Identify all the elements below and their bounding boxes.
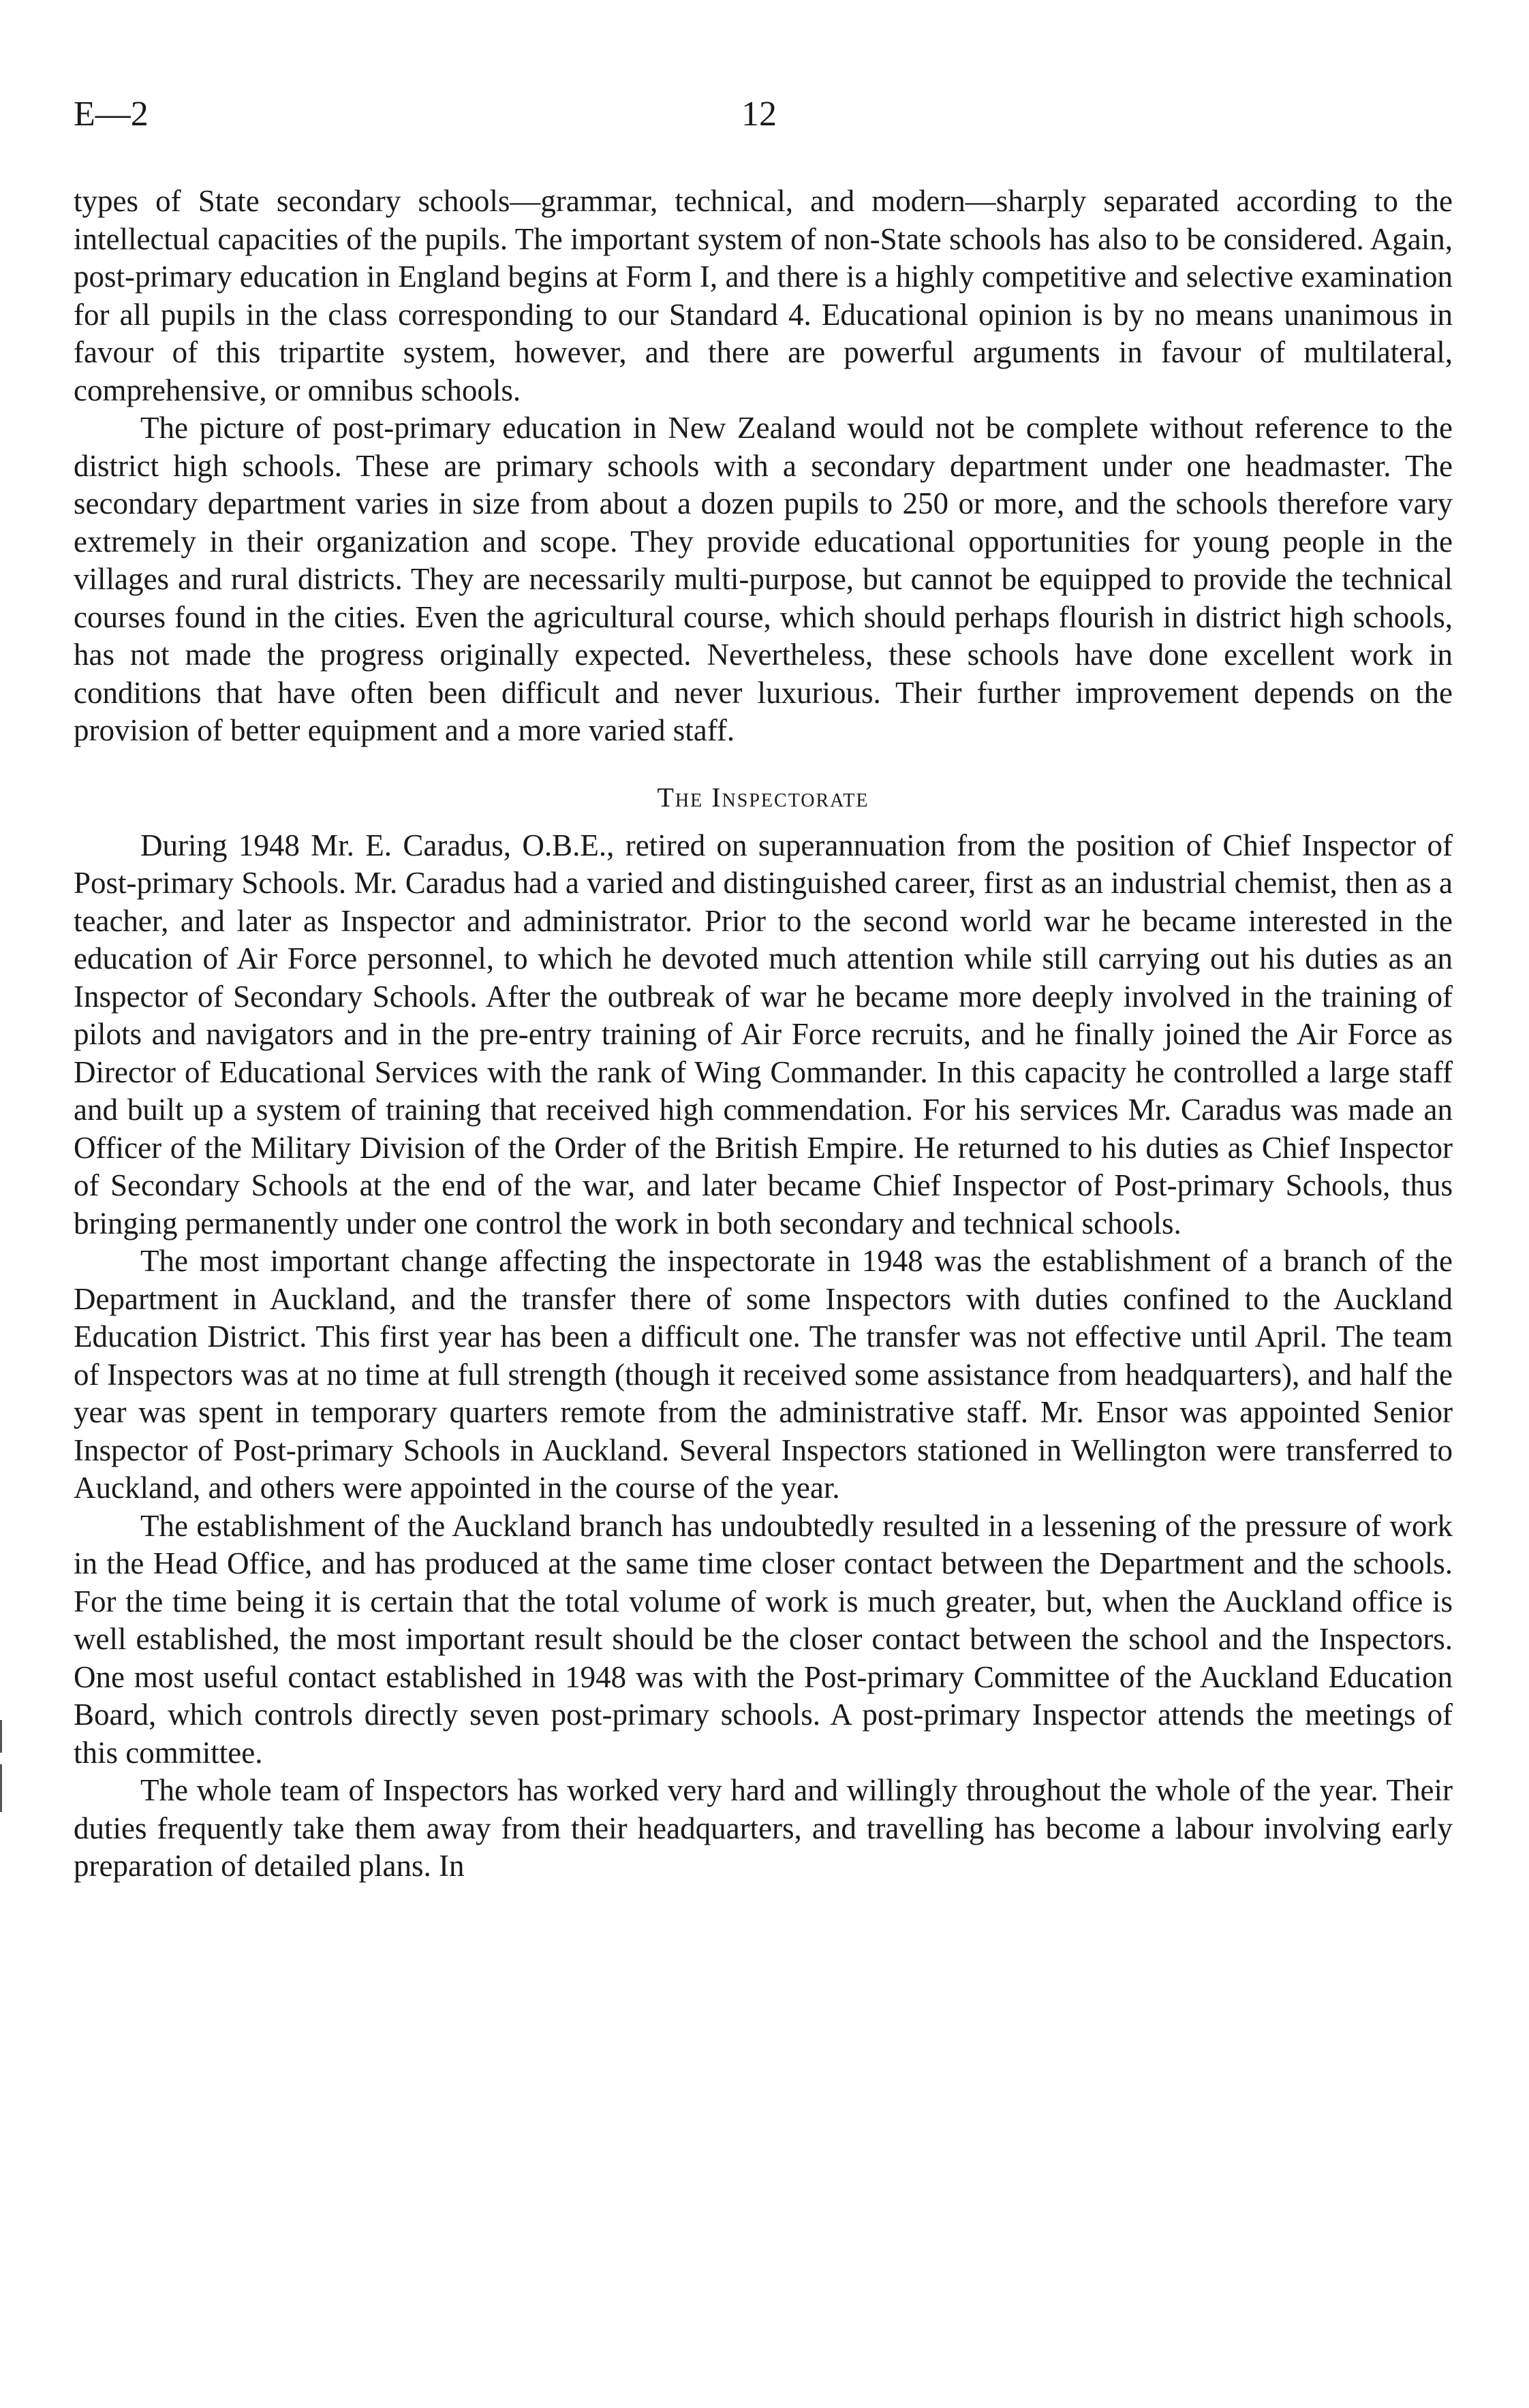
paragraph-auckland-results: The establishment of the Auckland branch has undoubtedly resulted in a lessening of the pressure of work in the Head Office, and has produced at the same time closer contact between the Department and the schools. For the time being it is certain that the total volume of work is much greater, but, when the Auckland office is well established, the most important result should be the closer contact between the school and the Inspectors. One most useful contact established in 1948 was with the Post-primary Committee of the Auckland Education Board, which controls directly seven post-primary schools. A post-primary Inspector attends the meetings of this committee. [74, 1508, 1453, 1770]
document-body [74, 183, 1453, 1886]
paragraph-inspector-team: The whole team of Inspectors has worked very hard and willingly throughout the whole of the year. Their duties frequently take them away from their headquarters, and travelling has become a labour involving early preparation of detailed plans. In [74, 1773, 1453, 1883]
page-number: 12 [741, 95, 777, 134]
page-header [74, 94, 1453, 142]
document-page [74, 0, 1453, 2408]
document-reference: E—2 [74, 95, 149, 134]
scan-margin-mark [0, 1720, 2, 1753]
paragraph-auckland-branch: The most important change affecting the inspectorate in 1948 was the establishment of a branch of the Department in Auckland, and the transfer there of some Inspectors with duties confined to the Auckland Education District. This first year has been a difficult one. The transfer was not effective until April. The team of Inspectors was at no time at full strength (though it received some assistance from headquarters), and half the year was spent in temporary quarters remote from the administrative staff. Mr. Ensor was appointed Senior Inspector of Post-primary Schools in Auckland. Several Inspectors stationed in Wellington were transferred to Auckland, and others were appointed in the course of the year. [74, 1244, 1453, 1505]
paragraph-continued: types of State secondary schools—grammar, technical, and modern—sharply separated according to the intellectual capacities of the pupils. The important system of non-State schools has also to be considered. Again, post-primary education in England begins at Form I, and there is a highly competitive and selective examination for all pupils in the class corresponding to our Standard 4. Educational opinion is by no means unanimous in favour of this tripartite system, however, and there are powerful arguments in favour of multilateral, comprehensive, or omnibus schools. [74, 184, 1453, 407]
paragraph-caradus-retirement: During 1948 Mr. E. Caradus, O.B.E., retired on superannuation from the position of Chief Inspector of Post-primary Schools. Mr. Caradus had a varied and distinguished career, first as an industrial chemist, then as a teacher, and later as Inspector and administrator. Prior to the second world war he became interested in the education of Air Force personnel, to which he devoted much attention while still carrying out his duties as an Inspector of Secondary Schools. After the outbreak of war he became more deeply involved in the training of pilots and navigators and in the pre-entry training of Air Force recruits, and he finally joined the Air Force as Director of Educational Services with the rank of Wing Commander. In this capacity he controlled a large staff and built up a system of training that received high commendation. For his services Mr. Caradus was made an Officer of the Military Division of the Order of the British Empire. He returned to his duties as Chief Inspector of Secondary Schools at the end of the war, and later became Chief Inspector of Post-primary Schools, thus bringing permanently under one control the work in both secondary and technical schools. [74, 828, 1453, 1240]
scan-margin-mark [0, 1764, 2, 1812]
paragraph-district-high-schools: The picture of post-primary education in New Zealand would not be complete without reference to the district high schools. These are primary schools with a secondary department under one headmaster. The secondary department varies in size from about a dozen pupils to 250 or more, and the schools therefore vary extremely in their organization and scope. They provide educational opportunities for young people in the villages and rural districts. They are necessarily multi-purpose, but cannot be equipped to provide the technical courses found in the cities. Even the agricultural course, which should perhaps flourish in district high schools, has not made the progress originally expected. Nevertheless, these schools have done excellent work in conditions that have often been difficult and never luxurious. Their further improvement depends on the provision of better equipment and a more varied staff. [74, 411, 1453, 747]
section-heading: The Inspectorate [657, 781, 869, 813]
